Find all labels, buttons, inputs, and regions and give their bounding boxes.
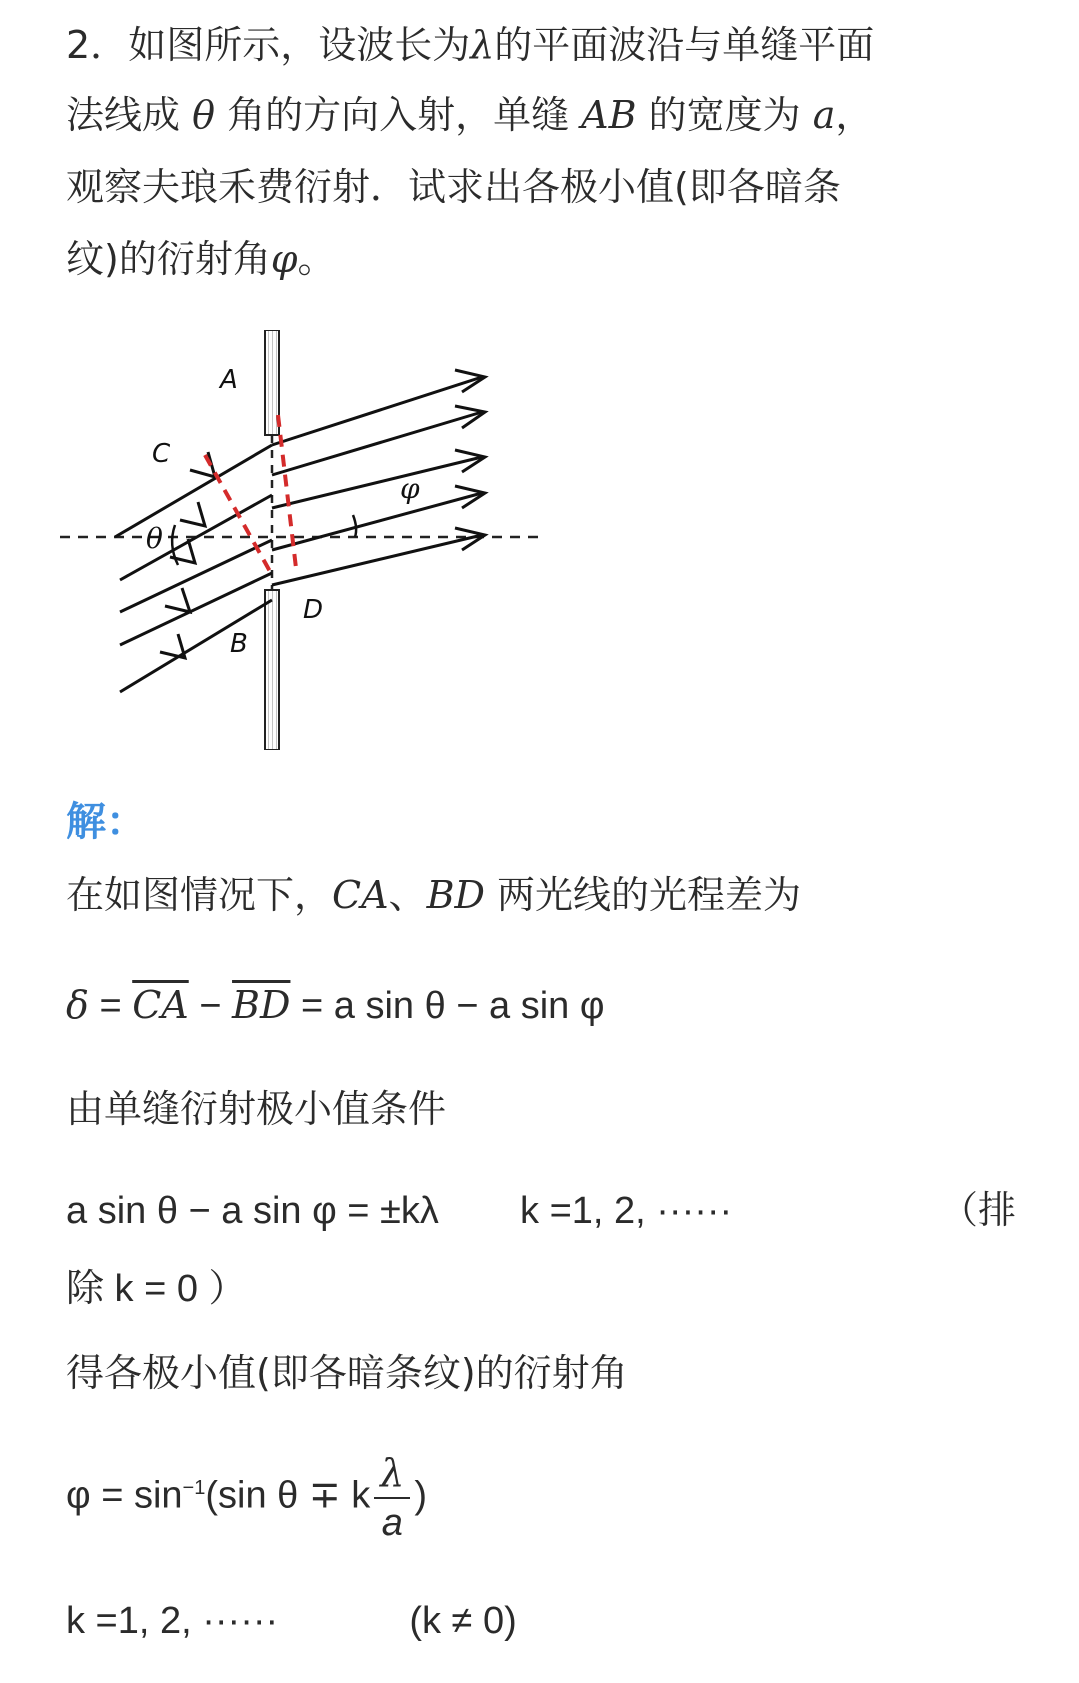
equation-diffraction-angle: $\varphi = \sin^{-1}(\sin$ θ ∓ k $\frac{\lambda}{a}$ ): [66, 1438, 427, 1547]
label-C: C: [152, 439, 171, 469]
label-B: B: [230, 629, 248, 659]
equation-k-values: k =1, 2, ······ (k ≠ 0): [66, 1600, 517, 1642]
incident-rays: [115, 445, 272, 692]
label-D: D: [303, 595, 324, 625]
single-slit-diagram: [60, 330, 580, 750]
solution-heading: 解：: [66, 799, 146, 845]
solution-line-1: 在如图情况下，CA、BD 两光线的光程差为: [66, 873, 802, 917]
phi-arc: [353, 515, 356, 537]
lambda-over-a: $\frac{\lambda}{a}$: [374, 1449, 410, 1547]
label-phi: φ: [400, 472, 420, 505]
problem-line-4: 纹)的衍射角φ。: [66, 237, 336, 281]
solution-line-3: 得各极小值(即各暗条纹)的衍射角: [66, 1351, 628, 1395]
problem-line-2: 法线成 θ 角的方向入射，单缝 AB 的宽度为 a，: [66, 93, 874, 137]
diffracted-rays: [272, 377, 482, 585]
label-theta: θ: [146, 522, 163, 555]
label-A: A: [220, 365, 238, 395]
problem-line-3: 观察夫琅禾费衍射．试求出各极小值(即各暗条: [66, 165, 841, 209]
problem-line-1: 2．如图所示，设波长为λ的平面波沿与单缝平面: [66, 23, 875, 67]
equation-path-difference: $\delta = \overline{CA} - \overline{BD} = a$ sin θ − a sin φ: [66, 983, 605, 1027]
solution-line-2: 由单缝衍射极小值条件: [66, 1087, 447, 1131]
equation-minimum-condition-note: 除 k = 0 ）: [66, 1268, 247, 1310]
equation-minimum-condition: a sin θ − a sin φ = ±kλ k =1, 2, ······ （排: [66, 1190, 1016, 1232]
